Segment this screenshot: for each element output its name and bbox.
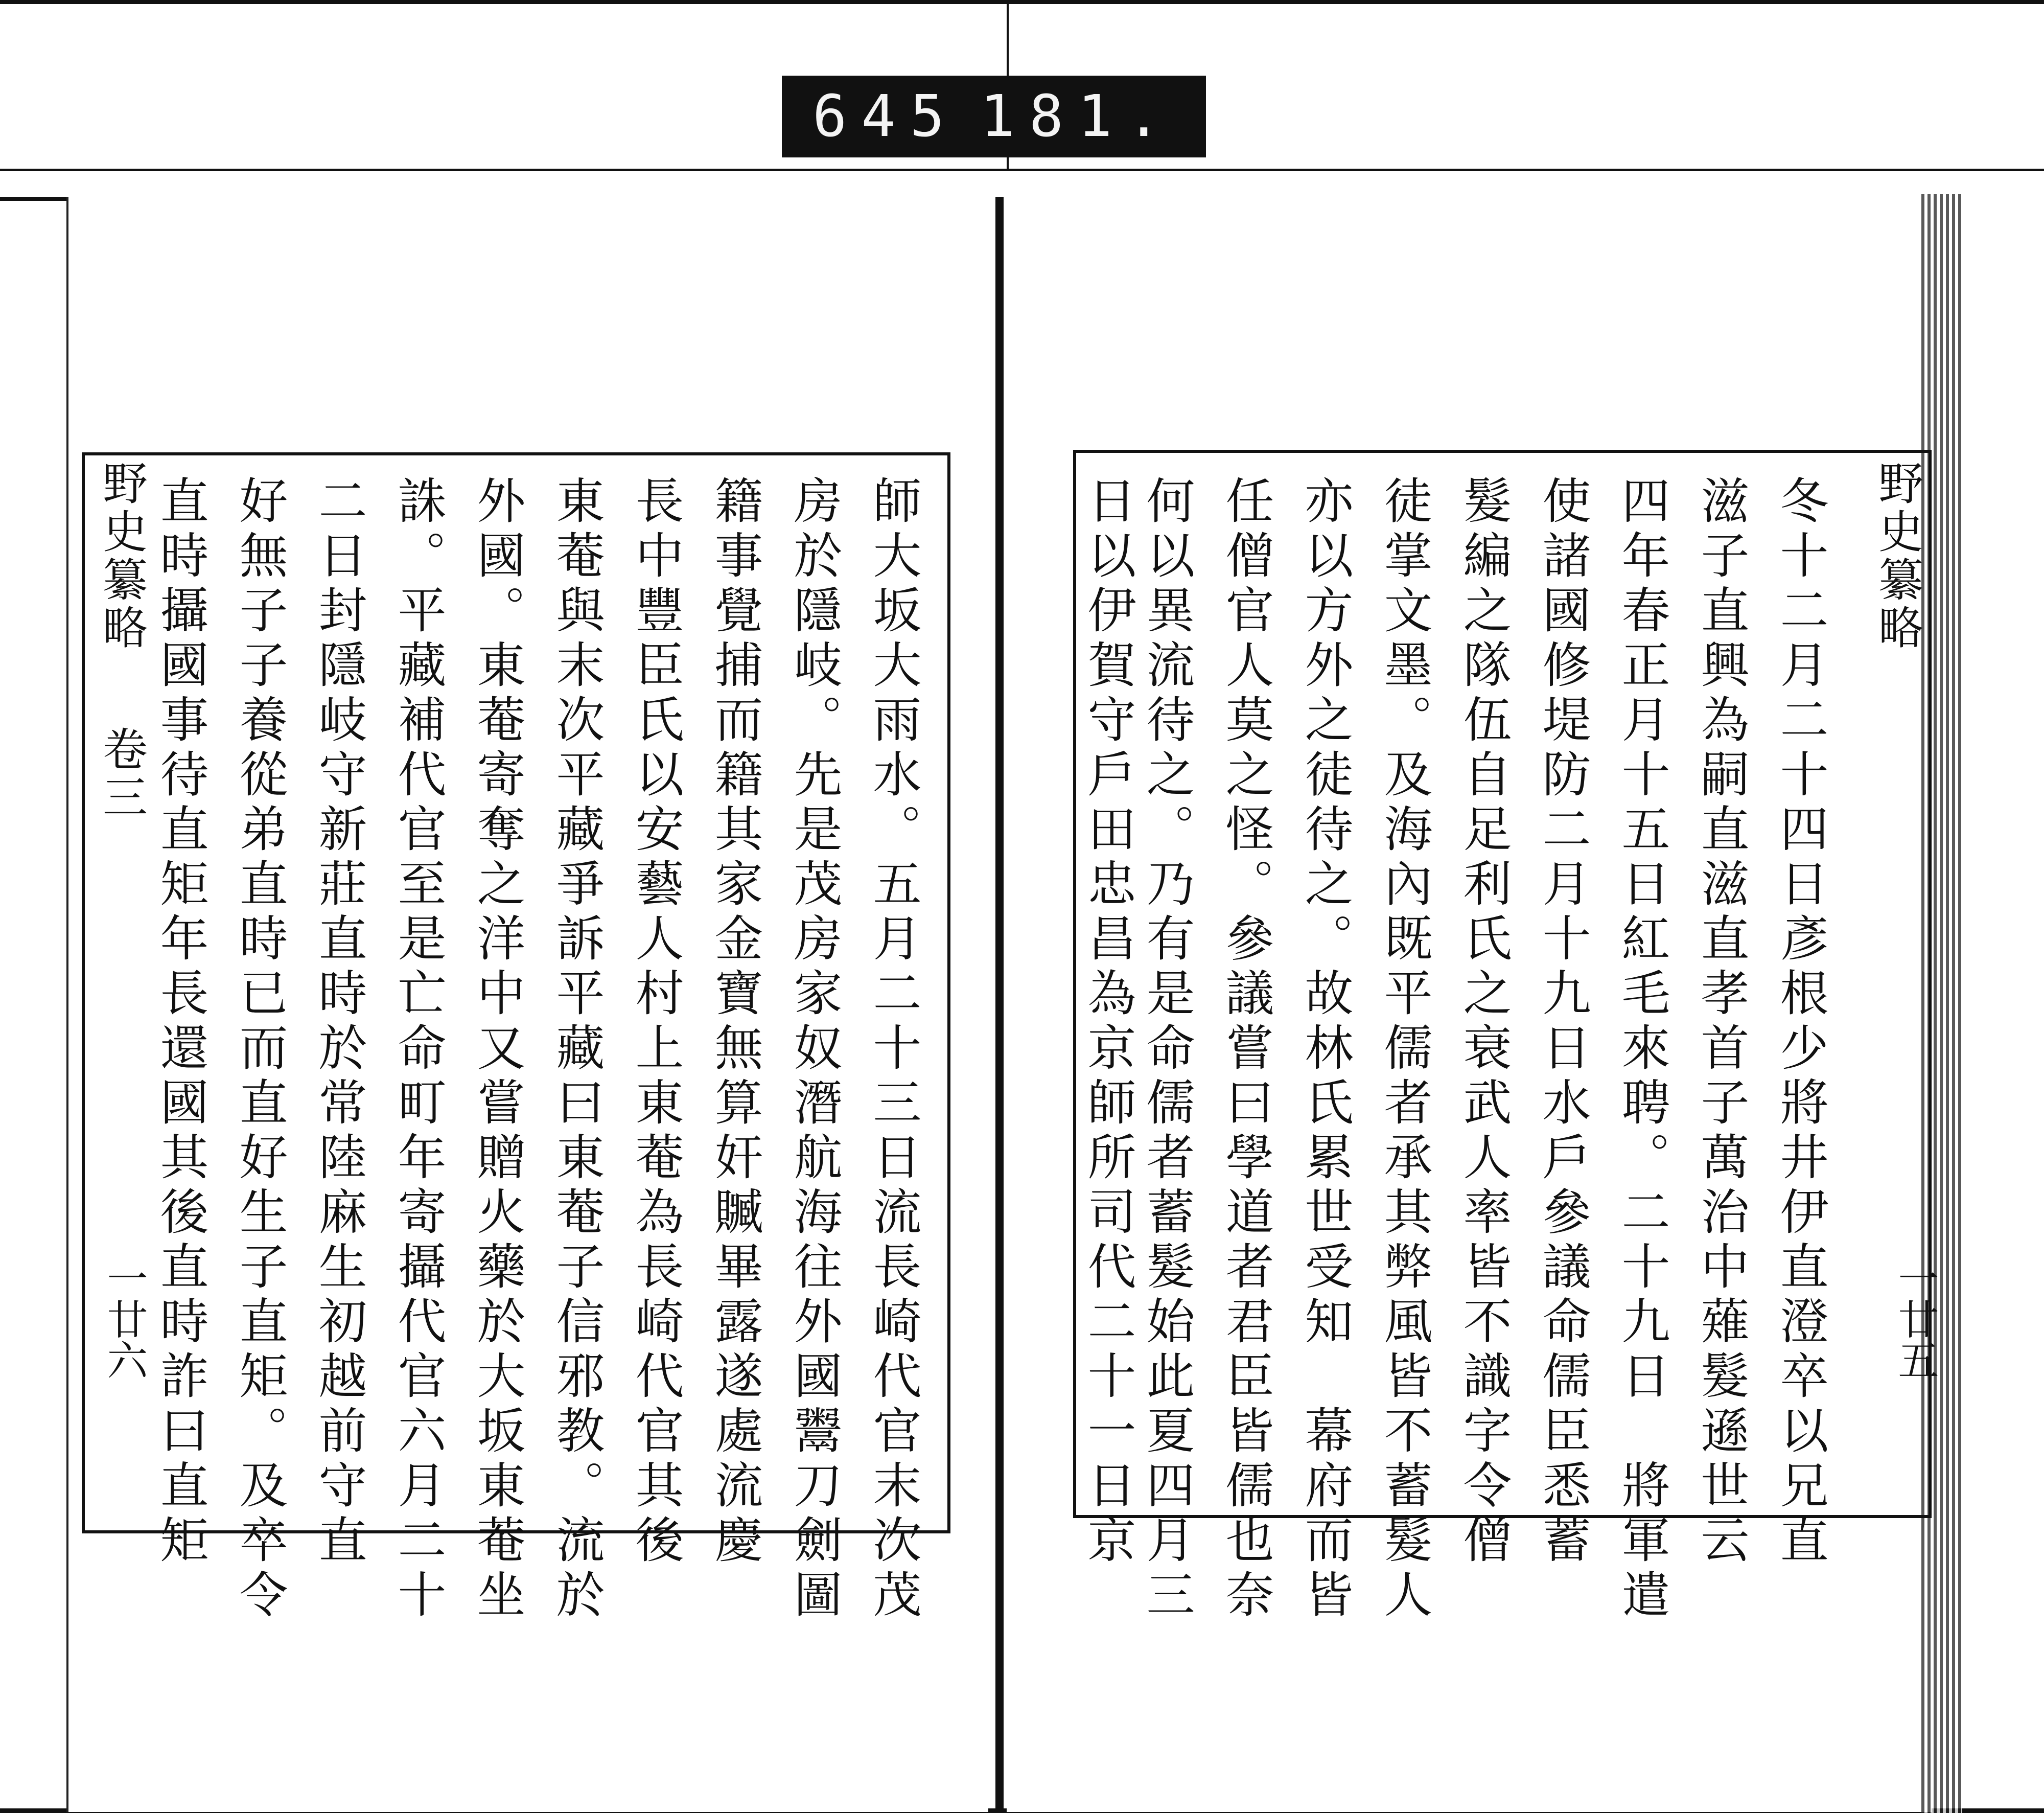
left-column-10: 直時攝國事待直矩年長還國其後直時詐曰直矩 [152,475,208,1569]
left-column-3: 籍事覺捕而籍其家金寶無算奸贓畢露遂處流慶 [707,475,763,1569]
right-column-6: 徒掌文墨。及海內既平儒者承其弊風皆不蓄髮人 [1376,475,1432,1624]
right-column-8: 任僧官人莫之怪。參議嘗曰學道者君臣皆儒也奈 [1218,475,1274,1624]
right-column-2: 滋子直興為嗣直滋直孝首子萬治中薙髮遜世云 [1693,475,1749,1569]
left-margin-title: 野史纂略 [96,460,148,652]
left-column-8: 二日封隱岐守新莊直時於常陸麻生初越前守直 [311,475,367,1569]
right-column-7: 亦以方外之徒待之。故林氏累世受知 幕府而皆 [1297,475,1353,1624]
left-column-4: 長中豐臣氏以安藝人村上東菴為長崎代官其後 [628,475,684,1569]
catalog-number-left: 645 [812,83,959,150]
left-column-9: 好無子子養從弟直時已而直好生子直矩。及卒令 [231,475,288,1624]
right-column-4: 使諸國修堤防二月十九日水戶參議命儒臣悉蓄 [1535,475,1591,1569]
catalog-label [782,76,1206,157]
left-column-7: 誅。平藏補代官至是亡命町年寄攝代官六月二十 [390,475,446,1624]
left-margin-volume: 卷三 [96,726,148,822]
catalog-number-right: 181. [980,83,1175,150]
right-column-3: 四年春正月十五日紅毛來聘。二十九日 將軍遣 [1614,475,1670,1624]
right-column-9: 何以異流待之。乃有是命儒者蓄髮始此夏四月三 [1139,475,1195,1624]
right-column-5: 髮編之隊伍自足利氏之衰武人率皆不識字令僧 [1455,475,1512,1569]
right-folio: 一廿五 [1891,1257,1939,1380]
book-spine [995,197,1004,1813]
left-folio: 一廿六 [100,1257,148,1380]
scan-left-rule [0,197,66,201]
right-margin-title: 野史纂略 [1871,460,1924,652]
left-column-6: 外國。東菴寄奪之洋中又嘗贈火藥於大坂東菴坐 [469,475,525,1624]
left-column-2: 房於隱岐。先是茂房家奴潛航海往外國鬻刀劍圖 [786,475,842,1624]
left-column-1: 師大坂大雨水。五月二十三日流長崎代官末次茂 [865,475,921,1624]
right-column-1: 冬十二月二十四日彥根少將井伊直澄卒以兄直 [1772,475,1828,1569]
left-column-5: 東菴與末次平藏爭訴平藏曰東菴子信邪教。流於 [548,475,605,1624]
right-column-10: 日以伊賀守戶田忠昌為京師所司代二十一日京 [1080,475,1136,1569]
scan-top-border [0,0,2044,4]
scan-upper-rule [0,169,2044,171]
